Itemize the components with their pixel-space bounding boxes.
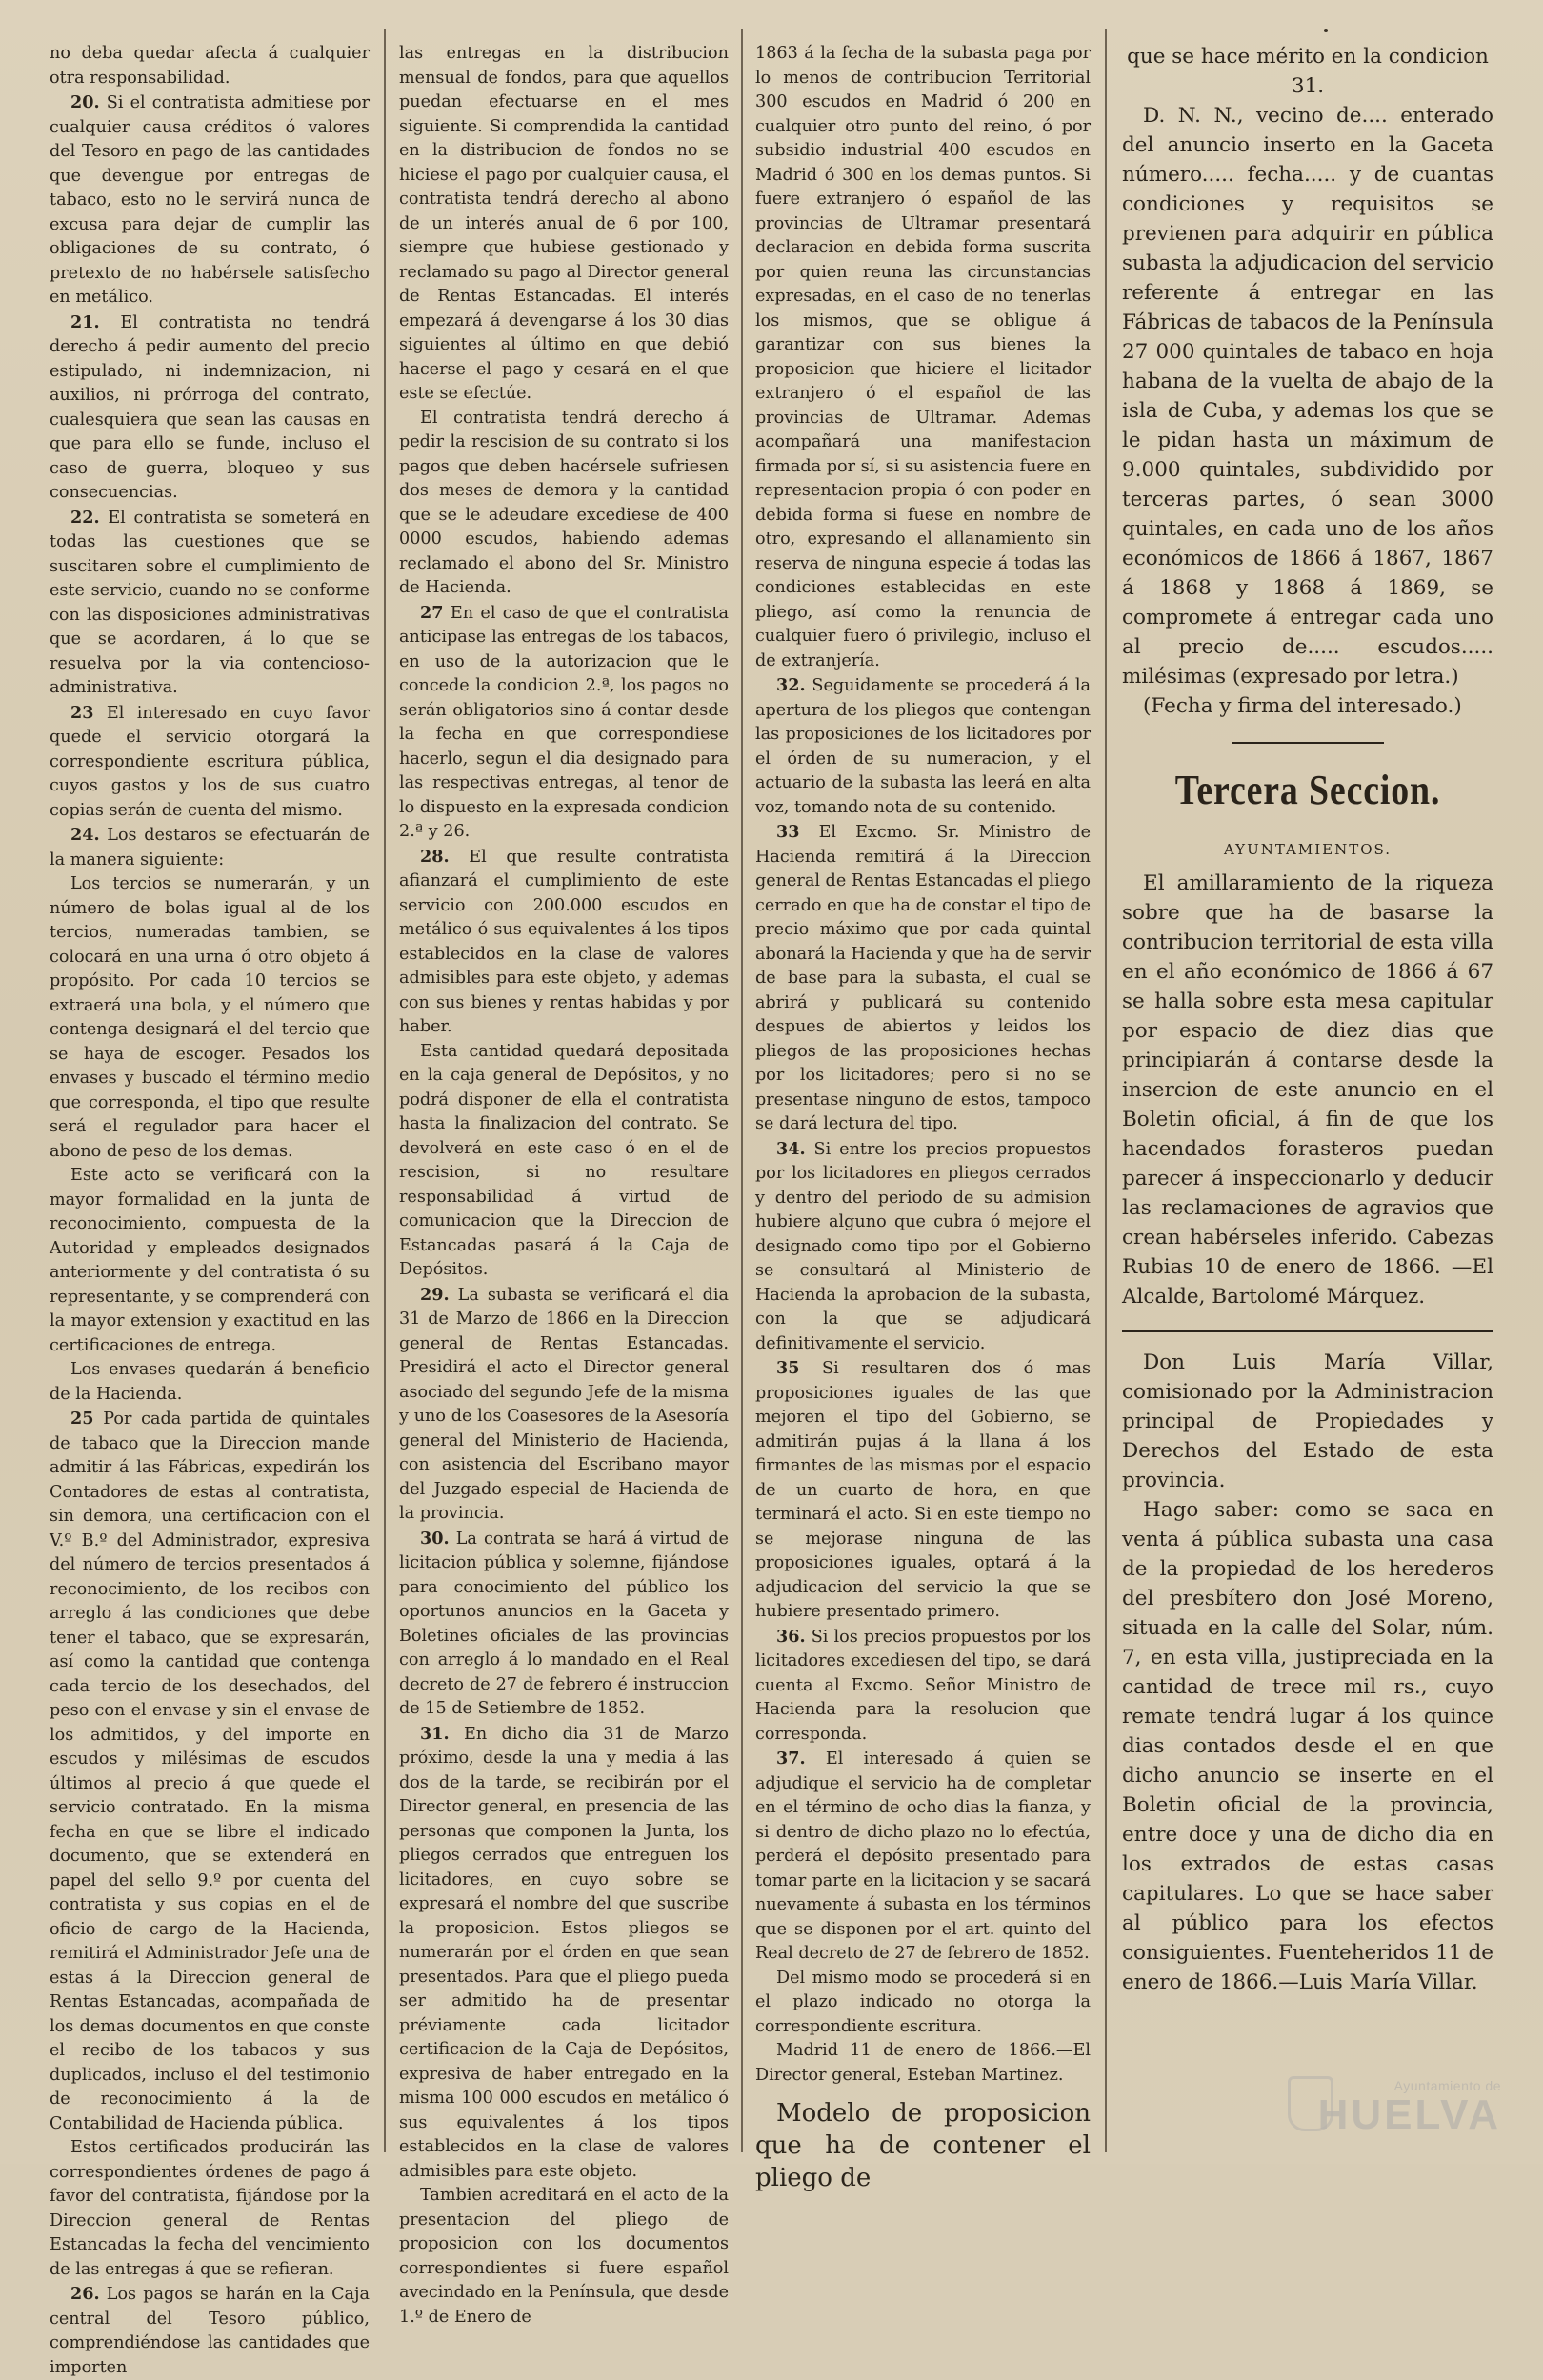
ayuntamientos-heading: AYUNTAMIENTOS. (1223, 841, 1393, 858)
paragraph-text: La contrata se hará á virtud de licitacion pública y solemne, fijándose para conocimiento del público los oportunos anuncios en la Gaceta y Boletines oficiales de las provincias con arreglo á lo mandado en el Real decreto de 27 de febrero é instruccion de 15 de Setiembre de 1852. (399, 1529, 730, 1718)
paragraph-text: 1863 á la fecha de la subasta paga por lo menos de contribucion Territorial 300 escudos en Madrid ó 200 en cualquier otro punto del reino, ó por subsidio industrial 400 escudos en Madrid ó 300 en los demas puntos. Si fuere extranjero ó español de las provincias de Ultramar presentará declaracion en debida forma suscrita por quien reuna las circunstancias expresadas, en el caso de no tenerlas los mismos, que se obligue á garantizar con sus bienes la proposicion que hiciere el licitador extranjero ó el español de las provincias de Ultramar. Ademas acompañará una manifestacion firmada por sí, si su asistencia fuere en representacion propia ó con poder en debida forma si fuese en nombre de otro, expresando el allanamiento sin reserva de ninguna especie á todas las condiciones establecidas en este pliego, así como la renuncia de cualquier fuero ó privilegio, incluso el de extranjería. (755, 44, 1091, 670)
paragraph-text: El que resulte contratista afianzará el cumplimiento de este servicio con 200.000 escudos en metálico ó sus equivalentes á los tipos establecidos en la clase de valores admisibles para este objeto, y ademas con sus bienes y rentas habidas y por haber. (399, 847, 730, 1036)
clause-number: 26. (70, 2284, 100, 2304)
paragraph-text: Los tercios se numerarán, y un número de bolas igual al de los tercios, numeradas tambien, se colocará en una urna ó otro objeto á propósito. Por cada 10 tercios se extraerá una bola, y el número que contenga designará el del tercio que se haya de escoger. Pesados los envases y buscado el término medio que corresponda, el tipo que resulte será el regulador para hacer el abono de peso de los demas. (50, 874, 370, 1161)
watermark (1272, 2078, 1501, 2137)
clause-number: 29. (420, 1284, 450, 1305)
paragraph (399, 1527, 729, 1722)
watermark-line-1: Ayuntamiento de (1393, 2078, 1501, 2093)
paragraph (1122, 42, 1493, 101)
clause-number: 37. (776, 1749, 806, 1769)
paragraph-text: (Fecha y firma del interesado.) (1143, 694, 1462, 718)
column-4 (1122, 42, 1493, 2137)
paragraph (50, 1407, 370, 2136)
column-1 (50, 42, 371, 2377)
clause-number: 34. (776, 1138, 806, 1159)
clause-number: 24. (70, 825, 100, 845)
clause-number: 31. (420, 1723, 450, 1744)
paragraph-text: Si los precios propuestos por los licitadores excediesen del tipo, se dará cuenta al Excmo. Señor Ministro de Hacienda para la resolucion que corresponda. (755, 1627, 1091, 1744)
paragraph-text: Los destaros se efectuarán de la manera siguiente: (50, 826, 370, 870)
paragraph (1122, 101, 1493, 691)
paragraph (50, 90, 370, 310)
paragraph-text: que se hace mérito en la condicion 31. (1127, 45, 1489, 98)
paragraph-text: La subasta se verificará el dia 31 de Marzo de 1866 en la Direccion general de Rentas Estancadas. Presidirá el acto el Director general asociado del segundo Jefe de la misma y uno de los Coasesores de la Asesoría general del Ministerio de Hacienda, con asistencia del Escribano mayor del Juzgado especial de Hacienda de la provincia. (399, 1285, 730, 1523)
paragraph-text: Hago saber: como se saca en venta á pública subasta una casa de la propiedad de los herederos del presbítero don José Moreno, situada en la calle del Solar, núm. 7, en esta villa, justipreciada en la cantidad de trece mil rs., cuyo remate tendrá lugar á los quince dias contados desde el en que dicho anuncio se inserte en el Boletin oficial de la provincia, entre doce y una de dicho dia en los extrados de estas casas capitulares. Lo que se hace saber al público para los efectos consiguientes. Fuenteheridos 11 de enero de 1866.—Luis María Villar. (1122, 1498, 1493, 1994)
paragraph (50, 701, 370, 824)
paragraph-text: Tambien acreditará en el acto de la presentacion del pliego de proposicion con los documentos correspondientes si fuere español avecindado en la Península, que desde 1.º de Enero de (399, 2186, 729, 2327)
clause-number: 30. (420, 1528, 450, 1549)
paragraph (755, 1356, 1091, 1625)
paragraph-text: Seguidamente se procederá á la apertura de los pliegos que contengan las proposiciones de los licitadores por el órden de su numeracion, y el actuario de la subasta las leerá en alta voz, tomando nota de su contenido. (755, 676, 1091, 817)
paragraph (50, 506, 370, 701)
paragraph-text: Los pagos se harán en la Caja central del Tesoro público, comprendiéndose las cantidades que importen (50, 2285, 370, 2377)
paragraph (399, 407, 729, 601)
clause-number: 33 (776, 822, 800, 842)
clause-number: 35 (776, 1358, 800, 1378)
paragraph-text: Los envases quedarán á beneficio de la Hacienda. (50, 1360, 370, 1404)
paragraph (399, 2184, 729, 2330)
clause-number: 20. (70, 92, 100, 112)
paragraph-text: Si resultaren dos ó mas proposiciones iguales de las que mejoren el tipo del Gobierno, se admitirán pujas á la llana á los firmantes de las mismas por el espacio de un cuarto de hora, en que terminará el acto. Si en este tiempo no se mejorase ninguna de las proposiciones iguales, optará á la adjudicacion del servicio la que se hubiere presentado primero. (755, 1359, 1092, 1621)
clause-number: 27 (420, 602, 444, 623)
paragraph (399, 1283, 729, 1527)
watermark-line-2: HUELVA (1317, 2091, 1501, 2138)
paragraph (755, 1967, 1091, 2040)
paragraph (755, 1137, 1091, 1357)
clause-number: 28. (420, 846, 450, 867)
paragraph-text: El amillaramiento de la riqueza sobre que ha de basarse la contribucion territorial de esta villa en el año económico de 1866 á 67 se halla sobre esta mesa capitular por espacio de diez dias que principiarán á contarse desde la insercion de este anuncio en el Boletin oficial, á fin de que los hacendados forasteros puedan parecer á inspeccionarlo y deducir las reclamaciones de agravios que crean habérseles inferido. Cabezas Rubias 10 de enero de 1866. —El Alcalde, Bartolomé Márquez. (1122, 871, 1493, 1309)
paragraph-text: El contratista tendrá derecho á pedir la rescision de su contrato si los pagos que deben hacérsele sufriesen dos meses de demora y la cantidad que se le adeudare excediese de 400 0000 escudos, habiendo ademas reclamado el abono del Sr. Ministro de Hacienda. (399, 408, 729, 597)
print-speck (1324, 29, 1328, 32)
paragraph (755, 2039, 1091, 2088)
paragraph (755, 1625, 1091, 1748)
paragraph-text: las entregas en la distribucion mensual de fondos, para que aquellos puedan efectuarse en el mes siguiente. Si comprendida la cantidad en la distribucion de fondos no se hiciese el pago por cualquier causa, el contratista tendrá derecho al abono de un interés anual de 6 por 100, siempre que hubiese gestionado y reclamado su pago al Director general de Rentas Estancadas. El interés empezará á devengarse á los 30 dias siguientes al último en que debió hacerse el pago y cesará en el que este se efectúe. (399, 44, 729, 403)
clause-number: 36. (776, 1626, 806, 1647)
paragraph (399, 42, 729, 407)
paragraph (755, 1747, 1091, 1967)
paragraph-text: El contratista no tendrá derecho á pedir aumento del precio estipulado, ni indemnizacion, ni auxilios, ni prórroga del contrato, cualesquiera que sean las causas en que para ello se funde, incluso el caso de guerra, bloqueo y sus consecuencias. (50, 312, 370, 502)
paragraph (50, 823, 370, 872)
paragraph-text: El interesado en cuyo favor quede el servicio otorgará la correspondiente escritura pública, cuyos gastos y los de sus cuatro copias serán de cuenta del mismo. (50, 703, 370, 820)
paragraph-text: D. N. N., vecino de.... enterado del anuncio inserto en la Gaceta número..... fecha..... y de cuantas condiciones y requisitos se previenen para adquirir en pública subasta la adjudicacion del servicio referente á entregar en las Fábricas de tabacos de la Península 27 000 quintales de tabaco en hoja habana de la vuelta de abajo de la isla de Cuba, y ademas los que se le pidan hasta un máximum de 9.000 quintales, subdividido por terceras partes, ó sean 3000 quintales, en cada uno de los años económicos de 1866 á 1867, 1867 á 1868 y 1868 á 1869, se compromete á entregar cada uno al precio de..... escudos..... milésimas (expresado por letra.) (1122, 104, 1493, 689)
paragraph (755, 2097, 1091, 2194)
paragraph-text: Este acto se verificará con la mayor formalidad en la junta de reconocimiento, compuesta de la Autoridad y empleados designados anteriormente y del contratista ó su representante, y se comprenderá con la mayor extension y exactitud en las certificaciones de entrega. (50, 1166, 370, 1355)
paragraph (755, 820, 1091, 1137)
paragraph-text: Si entre los precios propuestos por los licitadores en pliegos cerrados y dentro del periodo de su admision hubiere alguno que cubra ó mejore el designado como tipo por el Gobierno se consultará al Ministerio de Hacienda la aprobacion de la subasta, con la que se adjudicará definitivamente el servicio. (755, 1139, 1091, 1353)
paragraph (50, 2136, 370, 2282)
paragraph (1122, 1330, 1493, 1495)
paragraph (755, 42, 1091, 673)
paragraph (50, 1358, 370, 1407)
clause-number: 32. (776, 675, 806, 695)
paragraph-text: El interesado á quien se adjudique el servicio ha de completar en el término de ocho dias la fianza, y si dentro de dicho plazo no lo efectúa, perderá el depósito presentado para tomar parte en la licitacion y se sacará nuevamente á subasta en los términos que se disponen por el art. quinto del Real decreto de 27 de febrero de 1852. (755, 1750, 1091, 1963)
paragraph-text: El contratista se someterá en todas las cuestiones que se suscitaren sobre el cumplimiento de este servicio, cuando no se conforme con las disposiciones administrativas que se acordaren, á lo que se resuelva por la via contencioso-administrativa. (50, 508, 371, 697)
paragraph-text: Don Luis María Villar, comisionado por la Administracion principal de Propiedades y Derechos del Estado de esta provincia. (1122, 1350, 1493, 1492)
column-2 (399, 42, 730, 2327)
paragraph (50, 42, 370, 90)
paragraph (755, 673, 1091, 820)
paragraph (399, 601, 729, 845)
paragraph-text: Si el contratista admitiese por cualquier causa créditos ó valores del Tesoro en pago de las cantidades que devengue por entregas de tabaco, esto no le servirá nunca de excusa para dejar de cumplir las obligaciones de su contrato, ó pretexto de no habérsele satisfecho en metálico. (50, 93, 371, 307)
paragraph (399, 1722, 729, 2185)
paragraph (50, 310, 370, 506)
paragraph (1122, 691, 1493, 721)
clause-number: 21. (70, 311, 100, 332)
paragraph-text: no deba quedar afecta á cualquier otra responsabilidad. (50, 44, 370, 88)
paragraph (1122, 1495, 1493, 1997)
paragraph (50, 1164, 370, 1358)
paragraph (50, 872, 370, 1164)
clause-number: 25 (70, 1409, 94, 1429)
section-divider (1232, 742, 1384, 744)
paragraph-text: Madrid 11 de enero de 1866.—El Director general, Esteban Martinez. (755, 2041, 1091, 2085)
clause-number: 22. (70, 507, 100, 528)
section-title: Tercera Seccion. (1174, 767, 1441, 813)
paragraph-text: En dicho dia 31 de Marzo próximo, desde la una y media á las dos de la tarde, se recibirán por el Director general, en presencia de las personas que componen la Junta, los pliegos cerrados que entreguen los licitadores, en cuyo sobre se expresará el nombre del que suscribe la proposicion. Estos pliegos se numerarán por el órden en que sean presentados. Para que el pliego pueda ser admitido ha de presentar préviamente cada licitador certificacion de la Caja de Depósitos, expresiva de haber entregado en la misma 100 000 escudos en metálico ó sus equivalentes á los tipos establecidos en la clase de valores admisibles para este objeto. (399, 1724, 729, 2181)
paragraph (399, 845, 729, 1040)
paragraph-text: Estos certificados producirán las correspondientes órdenes de pago á favor del contratista, fijándose por la Direccion general de Rentas Estancadas la fecha del vencimiento de las entregas á que se refieran. (50, 2138, 370, 2279)
paragraph (399, 1040, 729, 1283)
clause-number: 23 (70, 702, 94, 723)
paragraph-text: En el caso de que el contratista anticipase las entregas de los tabacos, en uso de la autorizacion que le concede la condicion 2.ª, los pagos no serán obligatorios sino á contar desde la fecha en que correspondiese hacerlo, segun el dia designado para las respectivas entregas, al tenor de lo dispuesto en la expresada condicion 2.ª y 26. (399, 603, 730, 841)
column-rule (741, 29, 743, 2152)
proposal-model (1122, 42, 1493, 721)
paragraph-text: Esta cantidad quedará depositada en la caja general de Depósitos, y no podrá disponer de ella el contratista hasta la finalizacion del contrato. Se devolverá en este caso ó en el de rescision, si no resultare responsabilidad á virtud de comunicacion que la Direccion de Estancadas pasará á la Caja de Depósitos. (399, 1041, 729, 1279)
paragraph-text: Modelo de proposicion que ha de contener el pliego de (755, 2099, 1091, 2192)
municipal-notices (1122, 869, 1493, 1997)
paragraph-text: El Excmo. Sr. Ministro de Hacienda remitirá á la Direccion general de Rentas Estancadas el pliego cerrado en que ha de constar el tipo de precio máximo que por cada quintal abonará la Hacienda y que ha de servir de base para la subasta, el cual se abrirá y publicará su contenido despues de abiertos y leidos los pliegos de las proposiciones hechas por los licitadores; pero si no se presentase ninguno de estos, tampoco se dará lectura del tipo. (755, 823, 1092, 1133)
paragraph (50, 2282, 370, 2380)
column-rule (384, 29, 386, 2152)
paragraph (1122, 869, 1493, 1311)
column-rule (1105, 29, 1107, 2152)
paragraph-text: Del mismo modo se procederá si en el plazo indicado no otorga la correspondiente escritura. (755, 1968, 1091, 2036)
paragraph-text: Por cada partida de quintales de tabaco que la Direccion mande admitir á las Fábricas, expedirán los Contadores de estas al contratista, sin demora, una certificacion con el V.º B.º del Administrador, expresiva del número de tercios presentados á reconocimiento, de los recibos con arreglo á las condiciones que debe tener el tabaco, que se expresarán, así como la cantidad que contenga cada tercio de los desechados, del peso con el envase y sin el envase de los admitidos, y del importe en escudos y milésimas de escudos últimos al precio á que quede el servicio contratado. En la misma fecha en que se libre el indicado documento, que se extenderá en papel del sello 9.º por cuenta del contratista y sus copias en el de oficio de cargo de la Hacienda, remitirá el Administrador Jefe una de estas á la Direccion general de Rentas Estancadas, acompañada de los demas documentos en que conste el recibo de los tabacos y sus duplicados, incluso el del testimonio de reconocimiento á la de Contabilidad de Hacienda pública. (50, 1410, 370, 2133)
column-3 (755, 42, 1092, 2192)
